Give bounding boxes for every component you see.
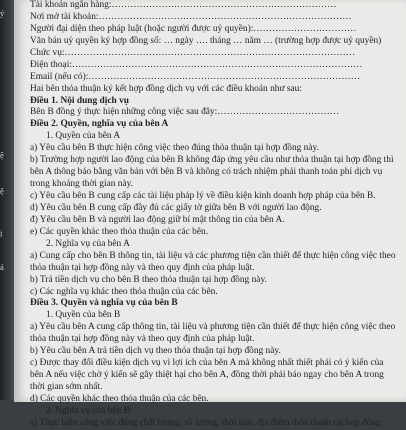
article-heading: Điều 2. Quyền, nghĩa vụ của bên A (30, 119, 169, 130)
text-line: thỏa thuận tại hợp đồng này và theo quy định của pháp luật. (30, 334, 255, 345)
margin-fragment: ị (0, 228, 3, 238)
text-line: Nơi mở tài khoản:……………………………………………………………………… (30, 11, 352, 22)
text-line: Điện thoại:………………………………………………………………………………… (30, 59, 363, 70)
article-heading: Điều 3. Quyền và nghĩa vụ của bên B (30, 298, 178, 309)
text-line: a) Yêu cầu bên A cung cấp thông tin, tài liệu và phương tiện cần thiết để thực hiện công việc theo (30, 322, 396, 333)
contract-text (30, 0, 398, 430)
text-line: d) Yêu cầu bên B cung cấp đầy đủ các giấy tờ giữa bên B với người lao động. (30, 202, 322, 213)
adjacent-page-edge (0, 0, 14, 400)
text-line: Bên B đồng ý thực hiện những công việc sau đây:………………………………… (30, 107, 340, 118)
section-heading: 2. Nghĩa vụ của bên B: (46, 405, 133, 416)
text-line: thỏa thuận tại hợp đồng này và theo quy định của pháp luật. (30, 262, 255, 273)
text-line: c) Yêu cầu bên B cung cấp các tài liệu pháp lý về điều kiện kinh doanh hợp pháp của bên B. (30, 191, 376, 201)
margin-fragment: ả (0, 262, 4, 272)
document-page (14, 0, 406, 428)
text-line: bên A nếu việc chờ ý kiến sẽ gây thiệt hại cho bên A, đồng thời phải báo ngay cho bên A trong (30, 370, 384, 381)
text-line: Chức vụ:………………………………………………………………………………… (30, 47, 356, 58)
section-heading: 1. Quyền của bên A (46, 131, 121, 142)
text-line: Người đại diện theo pháp luật (hoặc người được uỷ quyền):…………………………… (30, 23, 357, 34)
section-heading: 2. Nghĩa vụ của bên A (46, 238, 130, 249)
text-line: Văn bản uỷ quyền ký hợp đồng số: … ngày …. tháng … năm … (trường hợp được uỷ quyền) (30, 35, 382, 46)
text-line: c) Các nghĩa vụ khác theo thỏa thuận của các bên. (30, 286, 218, 297)
text-line: Tài khoản ngân hàng:……………………………………………………………… (30, 0, 337, 10)
margin-fragment: ý (0, 8, 5, 18)
text-line: đ) Yêu cầu bên B và người lao động giữ bí mật thông tin của bên A. (30, 214, 285, 225)
margin-fragment: ệ (0, 186, 4, 196)
text-line: d) Các quyền khác theo thỏa thuận của các bên. (30, 393, 209, 404)
text-line: a) Thực hiện công việc đúng chất lượng, số lượng, thời hạn, địa điểm thỏa thuận tại hợp đồng (30, 417, 381, 428)
text-line: bên A thông báo bằng văn bản với bên B và không có trách nhiệm phải thanh toán phí dịch vụ (30, 167, 383, 178)
margin-fragment: ệ (0, 150, 4, 160)
text-line: a) Cung cấp cho bên B thông tin, tài liệu và các phương tiện cần thiết để thực hiện công việc theo (30, 250, 396, 261)
section-heading: 1. Quyền của bên B (46, 310, 121, 321)
text-line: a) Yêu cầu bên B thực hiện công việc theo đúng thỏa thuận tại hợp đồng này. (30, 143, 319, 154)
text-line: e) Các quyền khác theo thỏa thuận của các bên. (30, 226, 209, 237)
text-line: thời gian sớm nhất. (30, 382, 103, 392)
text-line: b) Yêu cầu bên A trả tiền dịch vụ theo thỏa thuận tại hợp đồng này. (30, 346, 281, 357)
text-line: b) Trường hợp người lao động của bên B không đáp ứng yêu cầu như thỏa thuận tại hợp đồng thì (30, 155, 394, 166)
text-line: Email (nếu có):…………………………………………………………………………… (30, 71, 361, 82)
text-line: c) Được thay đổi điều kiện dịch vụ vì lợi ích của bên A mà không nhất thiết phải có ý kiến của (30, 358, 384, 369)
text-line: b) Trả tiền dịch vụ cho bên B theo thỏa thuận tại hợp đồng này. (30, 274, 267, 285)
text-line: Hai bên thỏa thuận ký kết hợp đồng dịch vụ với các điều khoản như sau: (30, 83, 302, 94)
article-heading: Điều 1. Nội dung dịch vụ (30, 95, 129, 106)
text-line: trong khoảng thời gian này. (30, 179, 134, 190)
